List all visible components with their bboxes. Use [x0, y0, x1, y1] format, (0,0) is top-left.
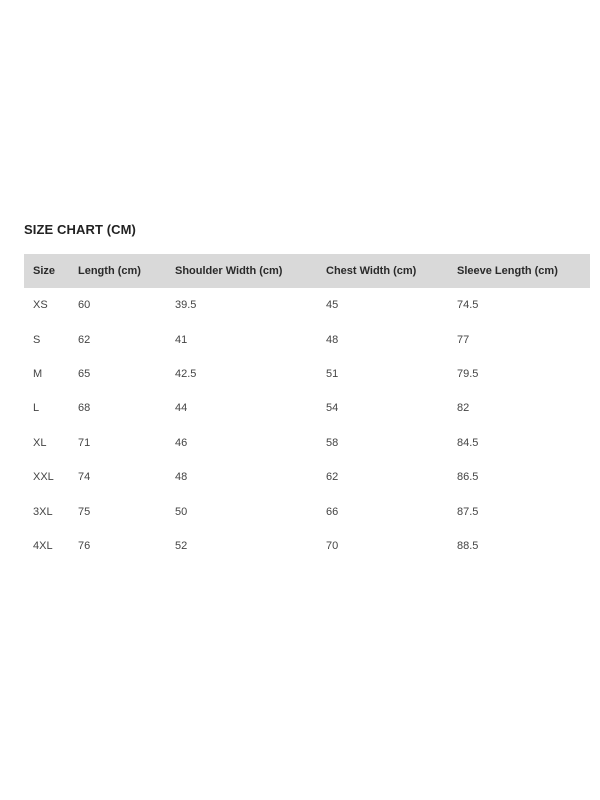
cell-sleeve-length: 77 [457, 333, 470, 346]
cell-sleeve-length: 84.5 [457, 436, 479, 449]
table-row [24, 426, 590, 460]
table-row [24, 288, 590, 322]
size-chart-table [24, 254, 590, 563]
cell-length: 60 [78, 299, 91, 312]
cell-size: M [33, 367, 43, 380]
header-size: Size [33, 265, 56, 277]
header-row [24, 254, 590, 288]
cell-chest-width: 48 [326, 333, 339, 346]
cell-length: 75 [78, 505, 91, 518]
cell-chest-width: 51 [326, 367, 339, 380]
table-row [24, 391, 590, 425]
cell-shoulder-width: 44 [175, 402, 188, 415]
header-chest-width: Chest Width (cm) [326, 265, 417, 277]
cell-chest-width: 45 [326, 299, 339, 312]
cell-length: 68 [78, 402, 91, 415]
table-body [24, 288, 590, 563]
cell-shoulder-width: 52 [175, 539, 188, 552]
cell-chest-width: 58 [326, 436, 339, 449]
header-shoulder-width: Shoulder Width (cm) [175, 265, 283, 277]
cell-shoulder-width: 42.5 [175, 367, 197, 380]
table-row [24, 529, 590, 563]
cell-chest-width: 62 [326, 471, 339, 484]
cell-size: S [33, 333, 41, 346]
table-header [24, 254, 590, 288]
size-chart-title: SIZE CHART (CM) [24, 222, 136, 237]
cell-length: 76 [78, 539, 91, 552]
cell-chest-width: 66 [326, 505, 339, 518]
cell-length: 74 [78, 471, 91, 484]
cell-shoulder-width: 39.5 [175, 299, 197, 312]
header-length: Length (cm) [78, 265, 141, 277]
cell-sleeve-length: 88.5 [457, 539, 479, 552]
cell-chest-width: 54 [326, 402, 339, 415]
cell-chest-width: 70 [326, 539, 339, 552]
cell-shoulder-width: 50 [175, 505, 188, 518]
cell-length: 65 [78, 367, 91, 380]
table-row [24, 494, 590, 528]
cell-sleeve-length: 79.5 [457, 367, 479, 380]
cell-size: XXL [33, 471, 54, 484]
cell-shoulder-width: 46 [175, 436, 188, 449]
cell-size: 3XL [33, 505, 53, 518]
cell-length: 71 [78, 436, 91, 449]
cell-sleeve-length: 87.5 [457, 505, 479, 518]
cell-shoulder-width: 48 [175, 471, 188, 484]
cell-length: 62 [78, 333, 91, 346]
cell-sleeve-length: 82 [457, 402, 470, 415]
cell-sleeve-length: 86.5 [457, 471, 479, 484]
cell-sleeve-length: 74.5 [457, 299, 479, 312]
cell-size: XL [33, 436, 47, 449]
cell-size: L [33, 402, 40, 415]
cell-shoulder-width: 41 [175, 333, 188, 346]
table-row [24, 322, 590, 356]
header-sleeve-length: Sleeve Length (cm) [457, 265, 558, 277]
table-row [24, 460, 590, 494]
cell-size: 4XL [33, 539, 53, 552]
table-row [24, 357, 590, 391]
cell-size: XS [33, 299, 48, 312]
